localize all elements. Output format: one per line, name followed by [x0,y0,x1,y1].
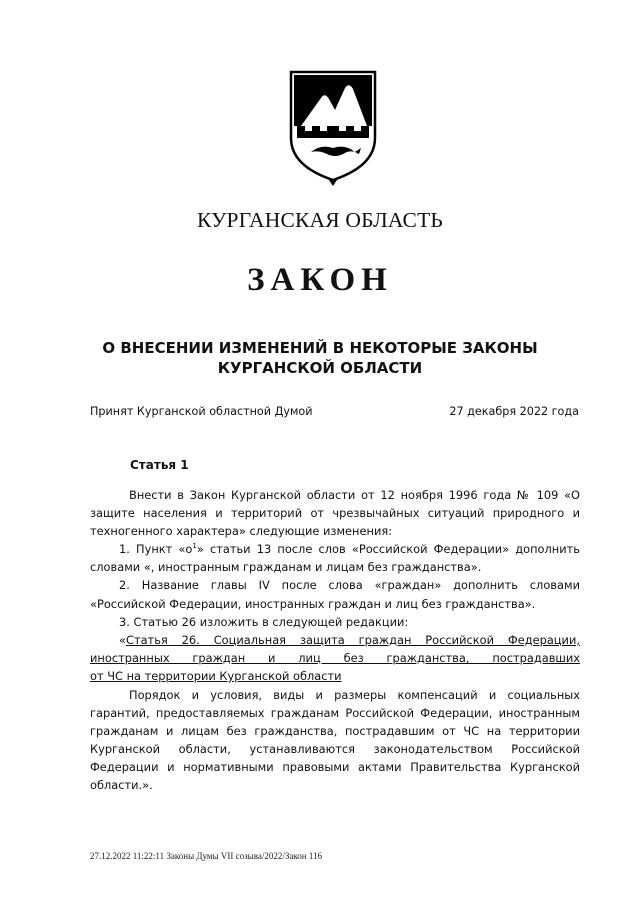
new-article-heading-line-3: от ЧС на территории Курганской области [90,668,342,683]
region-name: КУРГАНСКАЯ ОБЛАСТЬ [197,208,443,232]
new-article-text-block [90,686,580,795]
new-article-text: Порядок и условия, виды и размеры компенсаций и социальных гарантий, предоставляемых гражданам Российской Федерации, иностранным гражданам и лицам без гражданства, пострадавшим от ЧС на территории Курганской области, устанавливаются законодательством Российской Федерации и нормативными правовыми актами Правительства Курганской области.». [90,688,580,793]
adoption-date: 27 декабря 2022 года [449,405,579,418]
adopted-by: Принят Курганской областной Думой [90,405,313,418]
article-heading: Статья 1 [130,458,189,472]
amendment-item-1: 1. Пункт «$о^1$» статьи 13 после слов «Российской Федерации» дополнить словами «, иностранным гражданам и лицам без гражданства». [90,542,580,575]
article-body [90,486,580,685]
footer-stamp: 27.12.2022 11:22:11 Законы Думы VII созыва/2022/Закон 116 [90,851,322,861]
document-type: ЗАКОН [247,262,393,298]
article-intro: Внести в Закон Курганской области от 12 ноября 1996 года № 109 «О защите населения и территорий от чрезвычайных ситуаций природного и техногенного характера» следующие изменения: [90,488,580,539]
amendment-item-2: 2. Название главы IV после слова «граждан» дополнить словами «Российской Федерации, иностранных граждан и лиц без гражданства». [90,578,580,611]
coat-of-arms-emblem [285,68,381,186]
new-article-heading-line-1: «Статья 26. Социальная защита граждан Российской Федерации, [119,632,580,647]
law-title: О ВНЕСЕНИИ ИЗМЕНЕНИЙ В НЕКОТОРЫЕ ЗАКОНЫ КУРГАНСКОЙ ОБЛАСТИ [102,339,538,377]
new-article-heading-line-2: иностранных граждан и лиц без гражданства, пострадавших [90,650,580,665]
amendment-item-3: 3. Статью 26 изложить в следующей редакции: [119,614,409,629]
